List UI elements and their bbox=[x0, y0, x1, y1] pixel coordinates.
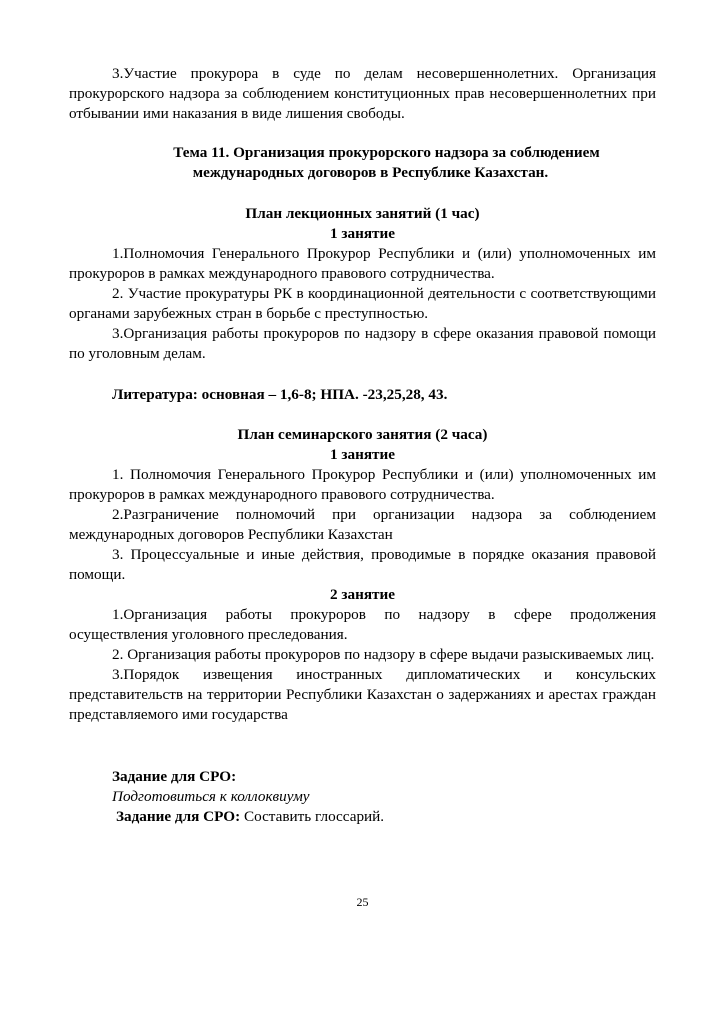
seminar-session-1-label: 1 занятие bbox=[329, 446, 395, 463]
lecture-session-label: 1 занятие bbox=[329, 225, 395, 242]
srs-title: Задание для СРО: bbox=[112, 768, 237, 785]
lecture-item-3: 3.Организация работы прокуроров по надзору в сфере оказания правовой помощи по уголовным делам. bbox=[69, 325, 656, 362]
seminar-session-1-item-3: 3. Процессуальные и иные действия, проводимые в порядке оказания правовой помощи. bbox=[69, 546, 656, 583]
seminar-session-2-item-3: 3.Порядок извещения иностранных дипломатических и консульских представительств на территории Республики Казахстан о задержаниях и арестах граждан представляемого ими государства bbox=[69, 666, 656, 723]
seminar-session-1-item-1: 1. Полномочия Генерального Прокурор Республики и (или) уполномоченных им прокуроров в рамках международного правового сотрудничества. bbox=[69, 466, 656, 503]
topic-heading-line-2: международных договоров в Республике Казахстан. bbox=[192, 164, 549, 181]
intro-item-3: 3.Участие прокурора в суде по делам несовершеннолетних. Организация прокурорского надзора за соблюдением конституционных прав несовершеннолетних при отбывании ими наказания в виде лишения свободы. bbox=[69, 65, 656, 122]
seminar-plan-title: План семинарского занятия (2 часа) bbox=[237, 426, 488, 443]
lecture-item-2: 2. Участие прокуратуры РК в координационной деятельности с соответствующими органами зарубежных стран в борьбе с преступностью. bbox=[69, 285, 656, 322]
srs-task-2-label: Задание для СРО: bbox=[116, 808, 241, 825]
seminar-session-2-label: 2 занятие bbox=[329, 586, 395, 603]
srs-task-2-text: Составить глоссарий. bbox=[240, 808, 385, 825]
seminar-session-2-item-1: 1.Организация работы прокуроров по надзору в сфере продолжения осуществления уголовного преследования. bbox=[69, 606, 656, 643]
seminar-session-2-item-2: 2. Организация работы прокуроров по надзору в сфере выдачи разыскиваемых лиц. bbox=[112, 646, 655, 663]
page-number: 25 bbox=[356, 895, 369, 909]
srs-task-2 bbox=[69, 807, 656, 827]
document-page bbox=[69, 64, 656, 827]
literature-line: Литература: основная – 1,6-8; НПА. -23,25,28, 43. bbox=[112, 386, 448, 403]
lecture-plan-title: План лекционных занятий (1 час) bbox=[245, 205, 480, 222]
seminar-session-1-item-2: 2.Разграничение полномочий при организации надзора за соблюдением международных договоров Республики Казахстан bbox=[69, 506, 656, 543]
lecture-item-1: 1.Полномочия Генерального Прокурор Республики и (или) уполномоченных им прокуроров в рамках международного правового сотрудничества. bbox=[69, 245, 656, 282]
topic-heading bbox=[69, 143, 656, 183]
topic-heading-line-1: Тема 11. Организация прокурорского надзора за соблюдением bbox=[173, 144, 600, 161]
srs-task-italic: Подготовиться к коллоквиуму bbox=[112, 788, 310, 805]
